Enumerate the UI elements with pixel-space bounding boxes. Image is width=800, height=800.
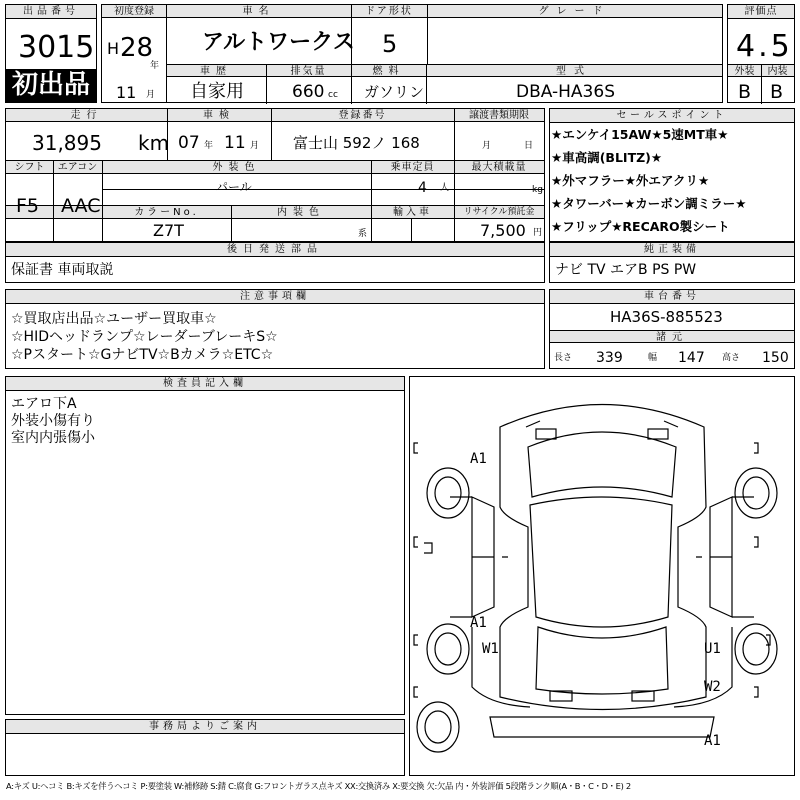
sales-points-header: セールスポイント (550, 109, 794, 123)
notice-line-3: ☆Pスタート☆GナビTV☆Bカメラ☆ETC☆ (11, 347, 274, 363)
score-box (727, 4, 795, 103)
damage-diagram-box (409, 376, 795, 776)
chassis-number: HA36S-885523 (610, 308, 723, 326)
lot-number: 3015 (18, 30, 95, 65)
shift-value: F5 (16, 195, 40, 217)
width-value: 147 (678, 350, 705, 366)
ext-color-label: 外装色 (212, 162, 261, 173)
kg-unit: kg (532, 185, 543, 195)
notice-line-1: ☆買取店出品☆ユーザー買取車☆ (11, 311, 217, 327)
door-label: ドア形状 (365, 6, 413, 17)
later-items-value: 保証書 車両取説 (11, 262, 114, 278)
inspector-box (5, 376, 405, 715)
score-value: 4.5 (736, 29, 793, 64)
registration-block (5, 108, 545, 242)
reg-no-label: 登録番号 (338, 110, 387, 121)
dimensions-label: 諸元 (656, 332, 688, 343)
sales-points-box (549, 108, 795, 242)
office-box (5, 719, 405, 776)
dmg-w1: W1 (482, 641, 499, 657)
sales-point-2: ★車高調(BLITZ)★ (551, 150, 663, 165)
mileage-label: 走行 (70, 110, 103, 121)
capacity-label: 乗車定員 (390, 162, 435, 173)
inspection-label: 車検 (203, 110, 235, 121)
mileage-value: 31,895 (32, 131, 102, 155)
lot-header: 出品番号 (6, 5, 96, 19)
recycle-fee: 7,500 (480, 221, 526, 240)
equipment-header: 純正装備 (550, 243, 794, 257)
color-no-value: Z7T (153, 221, 184, 240)
first-reg-year: 28 (120, 33, 154, 63)
transfer-label: 譲渡書類期限 (469, 110, 529, 121)
registration-number: 富士山 592ノ 168 (293, 134, 420, 152)
equipment-box (549, 242, 795, 283)
exterior-grade: B (738, 81, 752, 103)
month-unit: 月 (146, 90, 156, 100)
height-value: 150 (762, 350, 789, 366)
chassis-box (549, 289, 795, 369)
width-label: 幅 (648, 353, 658, 363)
footer-legend: A:キズ U:ヘコミ B:キズを伴うヘコミ P:要塗装 W:補修跡 S:錆 C:腐食 G:フロントガラス点キズ XX:交換済み X:要交換 欠:欠品 内・外装評価 5段階ランク順(A・B・C・D・E) 2 (6, 781, 631, 791)
transfer-month-unit: 月 (482, 141, 492, 151)
shaken-month-unit: 月 (250, 141, 260, 151)
lot-box (5, 4, 97, 103)
inspector-note-3: 室内内張傷小 (11, 430, 95, 446)
dmg-w2: W2 (704, 679, 721, 695)
sales-point-4: ★タワーバー★カーボン調ミラー★ (551, 196, 747, 211)
era: H (107, 39, 120, 58)
notices-box (5, 289, 545, 369)
car-name-label: 車名 (242, 6, 275, 17)
cc-unit: cc (328, 90, 338, 100)
sales-point-5: ★フリップ★RECARO製シート (551, 219, 730, 234)
sales-point-1: ★エンケイ15AW★5速MT車★ (551, 127, 729, 142)
chassis-header: 車台番号 (550, 290, 794, 304)
aircon-label: エアコン (57, 162, 98, 173)
dmg-a1-mid: A1 (470, 615, 487, 631)
yen-unit: 円 (533, 228, 543, 238)
history-label: 車歴 (200, 66, 232, 77)
vehicle-info-block (101, 4, 723, 103)
car-name: アルトワークス (202, 30, 355, 55)
dmg-a1-upper: A1 (470, 451, 487, 467)
dmg-u1: U1 (704, 641, 721, 657)
car-diagram (410, 377, 794, 775)
fuel-label: 燃料 (372, 66, 405, 77)
notices-header: 注意事項欄 (6, 290, 544, 304)
notice-line-2: ☆HIDヘッドランプ☆レーダーブレーキS☆ (11, 329, 278, 345)
capacity-value: 4 (418, 180, 427, 196)
interior-grade: B (770, 81, 784, 103)
recycle-label: リサイクル預託金 (463, 207, 535, 217)
equipment-value: ナビ TV エアB PS PW (555, 262, 697, 278)
mileage-unit: km (138, 131, 170, 155)
int-color-label: 内装色 (277, 207, 325, 218)
kei-unit: 系 (358, 229, 368, 239)
length-label: 長さ (554, 353, 573, 363)
later-items-header: 後日発送部品 (6, 243, 544, 257)
color-no-label: カラーNo. (134, 207, 199, 218)
import-label: 輸入車 (393, 207, 432, 218)
displacement-label: 排気量 (290, 66, 327, 77)
length-value: 339 (596, 350, 623, 366)
first-listing-badge: 初出品 (6, 69, 96, 102)
person-unit: 人 (440, 183, 450, 193)
office-header: 事務局よりご案内 (6, 720, 404, 734)
ext-color-value: パール (216, 180, 252, 194)
grade-label: グレード (538, 6, 611, 17)
year-unit: 年 (150, 61, 160, 71)
shaken-month: 11 (224, 133, 246, 153)
inspector-header: 検査員記入欄 (6, 377, 404, 391)
later-items-box (5, 242, 545, 283)
interior-label: 内装 (767, 66, 788, 77)
score-header: 評価点 (728, 5, 794, 19)
dmg-a1-lower: A1 (704, 733, 721, 749)
first-reg-month: 11 (116, 83, 137, 102)
height-label: 高さ (722, 353, 741, 363)
transfer-day-unit: 日 (524, 141, 534, 151)
model-label: 型式 (556, 66, 592, 77)
aircon-value: AAC (61, 195, 101, 217)
shaken-year: 07 (178, 133, 200, 153)
displacement-value: 660 (292, 82, 325, 102)
inspector-note-2: 外装小傷有り (11, 413, 95, 429)
max-load-label: 最大積載量 (471, 162, 527, 173)
first-reg-label: 初度登録 (114, 6, 154, 17)
model-value: DBA-HA36S (516, 82, 615, 102)
sales-point-3: ★外マフラー★外エアクリ★ (551, 173, 710, 188)
inspector-note-1: エアロ下A (11, 396, 77, 412)
shaken-year-unit: 年 (204, 141, 214, 151)
door-count: 5 (382, 30, 398, 58)
fuel-value: ガソリン (364, 83, 425, 101)
history-value: 自家用 (190, 81, 244, 102)
exterior-label: 外装 (734, 66, 755, 77)
shift-label: シフト (14, 162, 45, 173)
